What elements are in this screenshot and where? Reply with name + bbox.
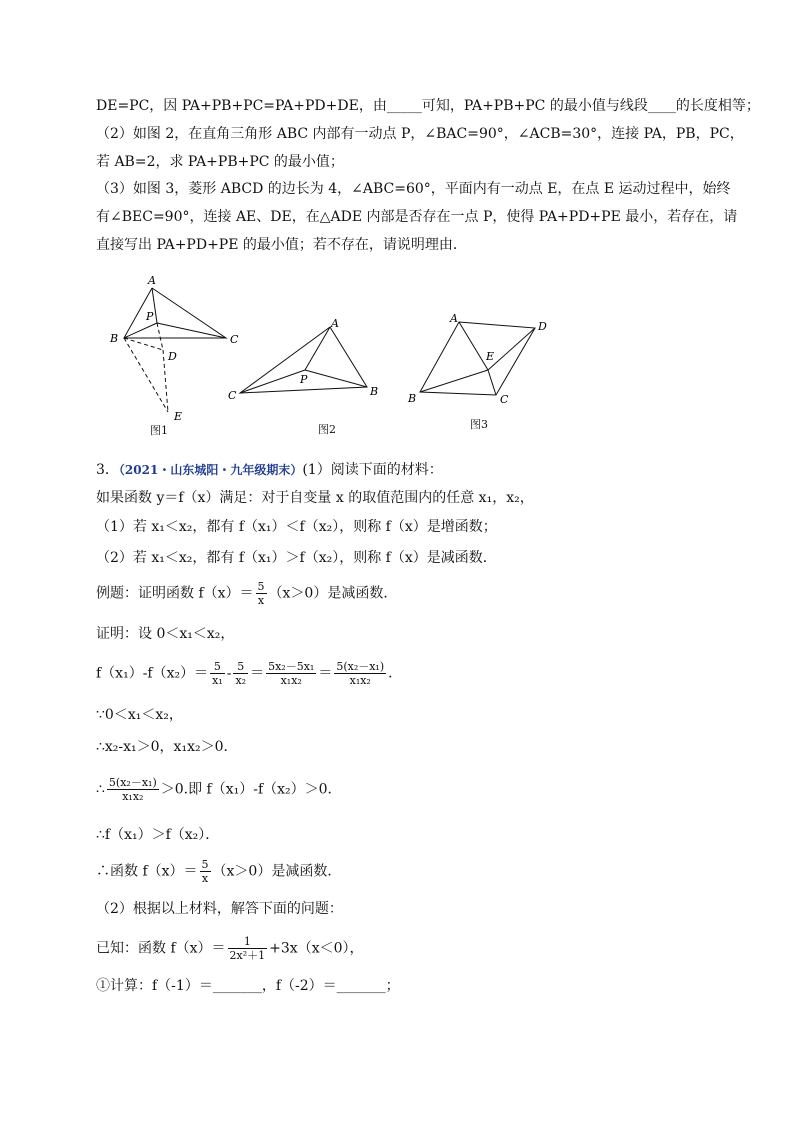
frac-diff bbox=[266, 660, 316, 687]
frac-5-over-x bbox=[200, 858, 211, 885]
p3-increasing-def: （1）若 x₁＜x₂，都有 f（x₁）＜f（x₂），则称 f（x）是增函数； bbox=[96, 519, 497, 535]
fig1-label-d: D bbox=[168, 350, 177, 363]
frac-den: x bbox=[201, 872, 209, 885]
fig1-pd bbox=[157, 323, 163, 350]
figure-2 bbox=[225, 315, 385, 410]
p3-step-3-text: ＞0.即 f（x₁）-f（x₂）＞0． bbox=[160, 781, 342, 798]
fig2-pa bbox=[305, 327, 330, 370]
frac-5-over-x1 bbox=[210, 660, 225, 687]
p3-step-4: ∴f（x₁）＞f（x₂）． bbox=[96, 827, 220, 843]
frac-num: 5 bbox=[233, 660, 248, 674]
p3-header bbox=[96, 460, 443, 480]
frac-den: x₂ bbox=[235, 674, 247, 687]
minus-sign: - bbox=[226, 665, 232, 682]
frac-num: 5 bbox=[210, 660, 225, 674]
fig2-pc bbox=[240, 370, 305, 393]
frac-den: x₁x₂ bbox=[280, 674, 302, 687]
p3-example bbox=[96, 580, 397, 607]
fig1-be bbox=[124, 338, 168, 412]
frac-num: 5(x₂－x₁) bbox=[336, 660, 385, 673]
p3-definition: 如果函数 y＝f（x）满足：对于自变量 x 的取值范围内的任意 x₁，x₂， bbox=[96, 490, 534, 506]
frac-5-over-x bbox=[256, 580, 267, 607]
p2-line-5: 有∠BEC=90°，连接 AE、DE，在△ADE 内部是否存在一点 P，使得 PA+PD+PE 最小，若存在，请 bbox=[96, 209, 738, 225]
equals-sign: ＝ bbox=[250, 665, 265, 682]
p2-line-6: 直接写出 PA+PD+PE 的最小值；若不存在，请说明理由． bbox=[96, 237, 467, 253]
fig1-label-e: E bbox=[174, 410, 183, 423]
p3-step-2: ∴x₂-x₁＞0，x₁x₂＞0． bbox=[96, 739, 238, 755]
p3-known-text-b: +3x（x＜0）， bbox=[269, 940, 364, 957]
frac-den: 2x²＋1 bbox=[229, 949, 266, 962]
frac-den: x bbox=[257, 594, 265, 607]
fig3-rhombus bbox=[420, 322, 535, 395]
frac-1-over-2x2-plus-1 bbox=[228, 935, 268, 962]
fig1-label-b: B bbox=[110, 332, 119, 345]
fig3-de bbox=[488, 328, 535, 370]
p2-line-2: （2）如图 2，在直角三角形 ABC 内部有一动点 P，∠BAC=90°，∠ACB=30°，连接 PA，PB，PC， bbox=[96, 126, 744, 142]
p3-intro: (1）阅读下面的材料： bbox=[302, 462, 443, 478]
p2-line-1: DE=PC，因 PA+PB+PC=PA+PD+DE，由_____可知，PA+PB+PC 的最小值与线段____的长度相等； bbox=[96, 98, 760, 114]
period: ． bbox=[388, 665, 403, 682]
p3-question-1: ①计算：f（-1）＝_______，f（-2）＝_______； bbox=[96, 978, 400, 994]
fig1-pb bbox=[124, 323, 157, 338]
p3-step-3 bbox=[96, 776, 342, 803]
frac-den: x₁x₂ bbox=[349, 674, 371, 687]
fig3-ce bbox=[488, 370, 496, 395]
frac-factored bbox=[334, 660, 386, 687]
p3-step-5 bbox=[96, 858, 341, 885]
fig3-ae bbox=[459, 322, 488, 370]
frac-den: x₁x₂ bbox=[122, 790, 144, 803]
frac-num: 5(x₂－x₁) bbox=[108, 776, 157, 789]
fig1-label-p: P bbox=[146, 310, 154, 323]
calc-lhs: f（x₁）-f（x₂）＝ bbox=[96, 665, 209, 682]
fig1-caption: 图1 bbox=[150, 424, 168, 437]
frac-num: 5 bbox=[257, 580, 265, 593]
p3-calc bbox=[96, 660, 402, 687]
frac-factored bbox=[107, 776, 159, 803]
frac-5-over-x2 bbox=[233, 660, 248, 687]
p3-source: （2021・山东城阳・九年级期末） bbox=[118, 463, 303, 477]
fig2-label-p: P bbox=[300, 373, 308, 386]
fig3-label-a: A bbox=[450, 312, 458, 325]
p2-line-3: 若 AB=2，求 PA+PB+PC 的最小值； bbox=[96, 154, 344, 170]
frac-num: 5 bbox=[201, 858, 209, 871]
fig2-label-b: B bbox=[370, 385, 379, 398]
p3-number: 3． bbox=[96, 462, 119, 478]
fig1-label-a: A bbox=[148, 274, 156, 287]
p3-example-text-b: （x＞0）是减函数． bbox=[268, 585, 398, 602]
fig3-label-c: C bbox=[500, 393, 509, 406]
equals-sign: ＝ bbox=[318, 665, 333, 682]
fig3-label-e: E bbox=[486, 350, 495, 363]
therefore-sign: ∴ bbox=[96, 781, 105, 798]
p3-step-5-text-a: ∴函数 f（x）＝ bbox=[96, 863, 198, 880]
p2-line-4: （3）如图 3，菱形 ABCD 的边长为 4，∠ABC=60°，平面内有一动点 E，在点 E 运动过程中，始终 bbox=[96, 181, 731, 197]
fig2-caption: 图2 bbox=[318, 423, 336, 436]
p3-example-text-a: 例题：证明函数 f（x）＝ bbox=[96, 585, 254, 602]
fig2-label-a: A bbox=[331, 317, 339, 330]
frac-den: x₁ bbox=[212, 674, 223, 687]
p3-step-1: ∵0＜x₁＜x₂， bbox=[96, 707, 183, 723]
p3-part-2: （2）根据以上材料，解答下面的问题： bbox=[96, 901, 343, 917]
p3-decreasing-def: （2）若 x₁＜x₂，都有 f（x₁）＞f（x₂），则称 f（x）是减函数． bbox=[96, 550, 497, 566]
p3-proof-start: 证明：设 0＜x₁＜x₂， bbox=[96, 626, 235, 642]
p3-known-text-a: 已知：函数 f（x）＝ bbox=[96, 940, 226, 957]
p3-known bbox=[96, 935, 364, 962]
p3-step-5-text-b: （x＞0）是减函数． bbox=[212, 863, 342, 880]
fig3-label-b: B bbox=[408, 392, 417, 405]
figure-3 bbox=[400, 310, 560, 410]
fig3-caption: 图3 bbox=[470, 418, 488, 431]
fig3-label-d: D bbox=[538, 320, 547, 333]
fig1-label-c: C bbox=[230, 333, 239, 346]
frac-num: 1 bbox=[228, 935, 268, 949]
frac-num: 5x₂－5x₁ bbox=[268, 660, 315, 673]
fig1-bd bbox=[124, 338, 163, 350]
fig2-label-c: C bbox=[228, 389, 237, 402]
